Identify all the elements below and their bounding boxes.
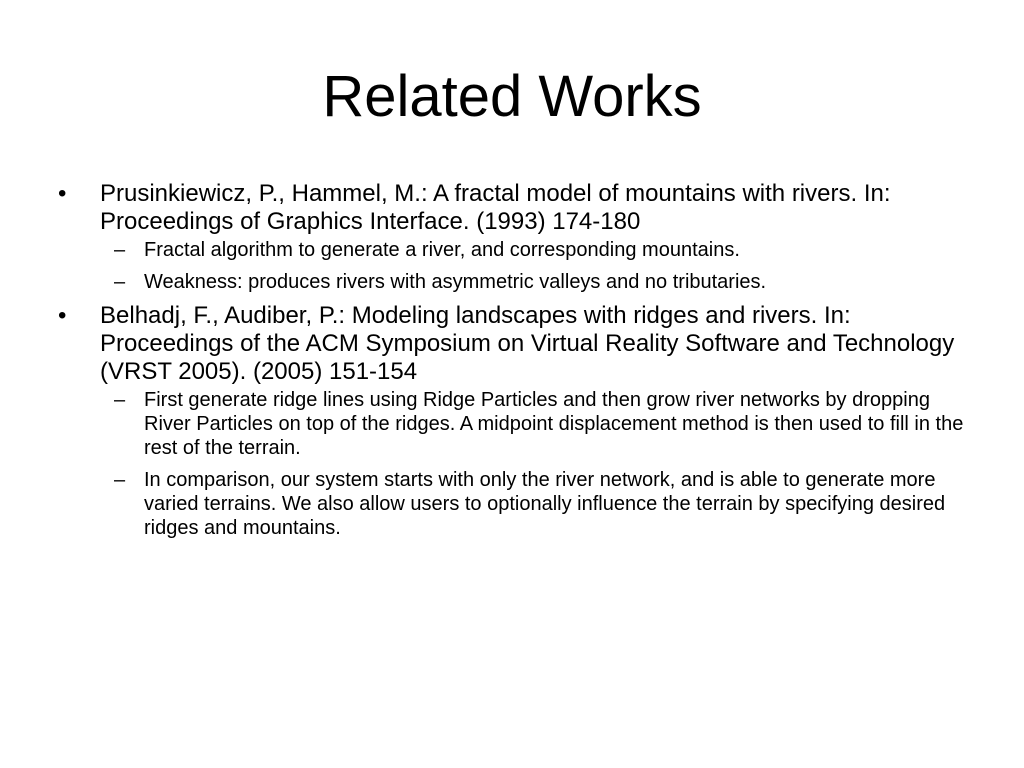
slide-body [58, 180, 968, 548]
dash-icon: – [114, 469, 126, 491]
bullet-icon: • [58, 302, 67, 329]
slide-title: Related Works [322, 64, 702, 129]
reference-text: Prusinkiewicz, P., Hammel, M.: A fractal model of mountains with rivers. In: Proceedings of Graphics Interface. (1993) 174-180 [100, 180, 891, 235]
reference-note-text: Weakness: produces rivers with asymmetric valleys and no tributaries. [144, 271, 767, 293]
reference-note [58, 270, 968, 294]
reference-notes [58, 238, 968, 294]
dash-icon: – [114, 389, 126, 411]
reference-note [58, 388, 968, 460]
reference-item [58, 302, 968, 386]
reference-note-text: In comparison, our system starts with only the river network, and is able to generate more varied terrains. We also allow users to optionally influence the terrain by specifying desired ridges and mountains. [144, 469, 946, 539]
reference-note [58, 238, 968, 262]
reference-note-text: Fractal algorithm to generate a river, and corresponding mountains. [144, 239, 740, 261]
dash-icon: – [114, 271, 126, 293]
reference-note [58, 468, 968, 540]
dash-icon: – [114, 239, 126, 261]
reference-text: Belhadj, F., Audiber, P.: Modeling landscapes with ridges and rivers. In: Proceedings of the ACM Symposium on Virtual Reality Software and Technology (VRST 2005). (2005) 151-154 [100, 302, 955, 385]
reference-note-text: First generate ridge lines using Ridge Particles and then grow river networks by dropping River Particles on top of the ridges. A midpoint displacement method is then used to fill in the rest of the terrain. [144, 389, 964, 459]
reference-notes [58, 388, 968, 540]
reference-item [58, 180, 968, 236]
bullet-icon: • [58, 180, 67, 207]
